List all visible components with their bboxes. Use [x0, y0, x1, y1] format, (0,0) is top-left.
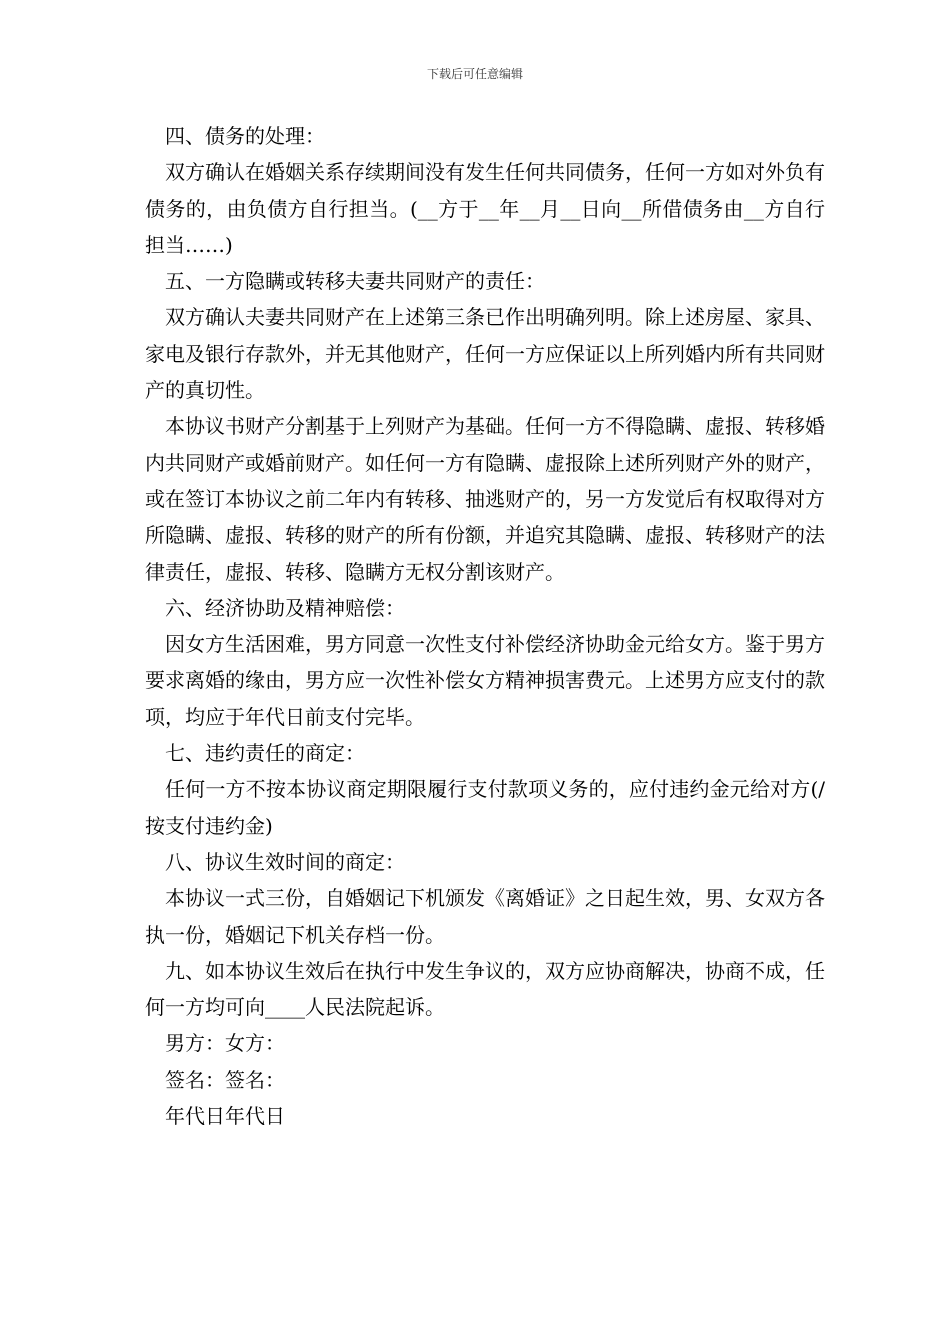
signature-names: 签名：签名： [165, 1067, 285, 1092]
paragraph-dispute: 九、如本协议生效后在执行中发生争议的，双方应协商解决，协商不成，任何一方均可向____人民法院起诉。 [145, 958, 825, 1020]
header-text: 下载后可任意编辑 [426, 67, 523, 81]
paragraph-compensation: 因女方生活困难，男方同意一次性支付补偿经济协助金元给女方。鉴于男方要求离婚的缘由，男方应一次性补偿女方精神损害费元。上述男方应支付的款项，均应于年代日前支付完毕。 [145, 632, 825, 729]
signature-parties: 男方：女方： [165, 1031, 285, 1056]
section-heading-breach: 七、违约责任的商定： [165, 741, 365, 766]
paragraph-breach: 任何一方不按本协议商定期限履行支付款项义务的，应付违约金元给对方(/按支付违约金) [145, 777, 825, 838]
section-heading-debts: 四、债务的处理： [165, 124, 325, 148]
paragraph-property-division: 本协议书财产分割基于上列财产为基础。任何一方不得隐瞒、虚报、转移婚内共同财产或婚前财产。如任何一方有隐瞒、虚报除上述所列财产外的财产，或在签订本协议之前二年内有转移、抽逃财产的，另一方发觉后有权取得对方所隐瞒、虚报、转移的财产的所有份额，并追究其隐瞒、虚报、转移财产的法律责任，虚报、转移、隐瞒方无权分割该财产。 [145, 414, 825, 584]
document-body [145, 118, 825, 1134]
section-heading-compensation: 六、经济协助及精神赔偿： [165, 595, 405, 620]
page-header [0, 66, 950, 82]
section-heading-effective-date: 八、协议生效时间的商定： [165, 849, 405, 874]
paragraph-property-confirmation: 双方确认夫妻共同财产在上述第三条已作出明确列明。除上述房屋、家具、家电及银行存款外，并无其他财产，任何一方应保证以上所列婚内所有共同财产的真切性。 [145, 305, 825, 403]
section-heading-concealment: 五、一方隐瞒或转移夫妻共同财产的责任： [165, 269, 545, 294]
paragraph-effective-date: 本协议一式三份，自婚姻记下机颁发《离婚证》之日起生效，男、女双方各执一份，婚姻记下机关存档一份。 [145, 886, 825, 947]
paragraph-debts: 双方确认在婚姻关系存续期间没有发生任何共同债务，任何一方如对外负有债务的，由负债方自行担当。(__方于__年__月__日向__所借债务由__方自行担当……) [145, 160, 825, 257]
signature-dates: 年代日年代日 [165, 1104, 285, 1129]
